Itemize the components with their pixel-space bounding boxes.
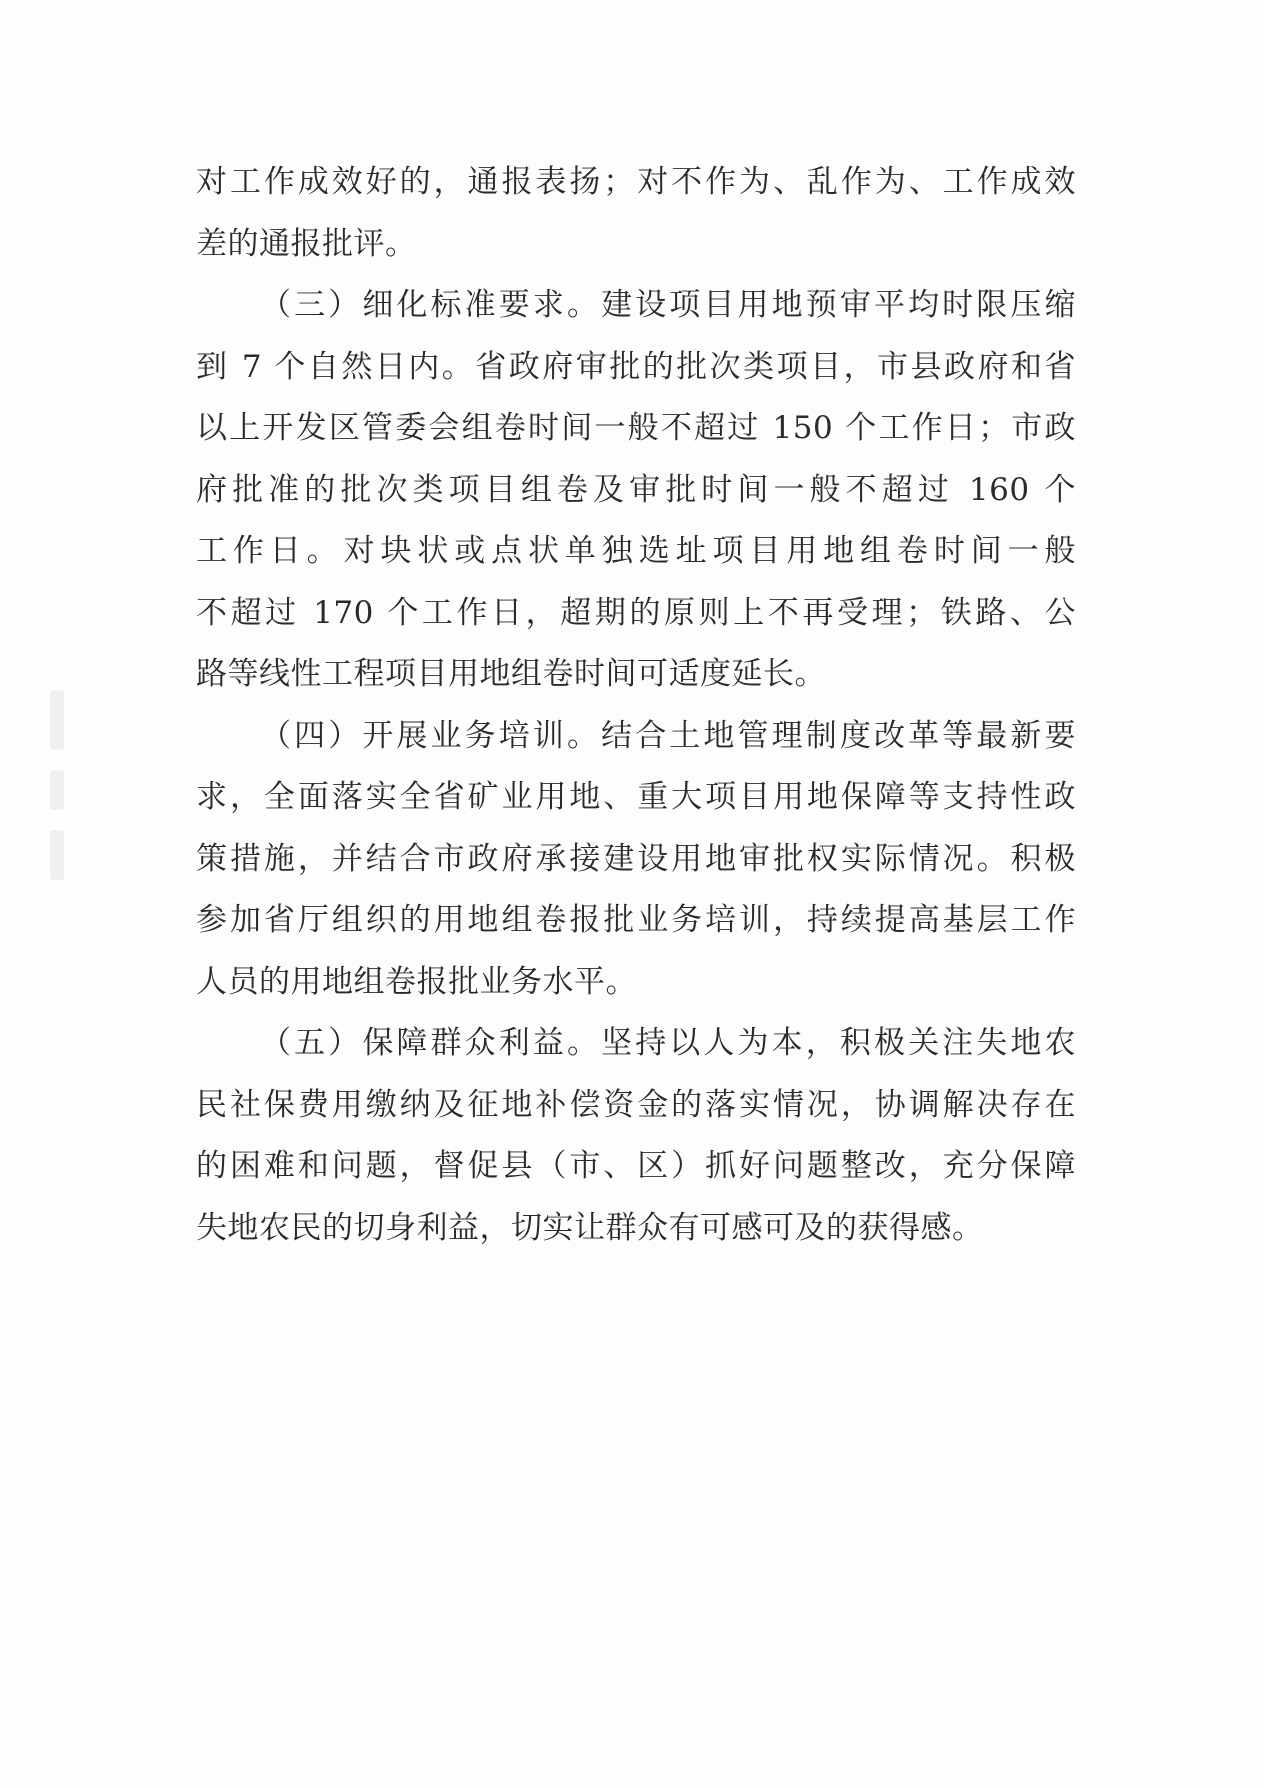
scan-margin-mark: [50, 690, 64, 750]
text-line: （四）开展业务培训。结合土地管理制度改革等最新要: [260, 717, 1076, 754]
text-line: 参加省厅组织的用地组卷报批业务培训，持续提高基层工作: [196, 902, 1076, 938]
text-line: 失地农民的切身利益，切实让群众有可感可及的获得感。: [196, 1209, 984, 1246]
paragraph-section-5: [196, 1013, 1076, 1259]
text-line: 以上开发区管委会组卷时间一般不超过 150 个工作日；市政: [196, 410, 1076, 446]
text-line: 工作日。对块状或点状单独选址项目用地组卷时间一般: [196, 533, 1076, 569]
text-line: 府批准的批次类项目组卷及审批时间一般不超过 160 个: [196, 471, 1076, 508]
scan-margin-mark: [50, 770, 64, 810]
scan-margin-mark: [50, 830, 64, 880]
text-line: 对工作成效好的，通报表扬；对不作为、乱作为、工作成效: [196, 164, 1076, 200]
text-line: 不超过 170 个工作日，超期的原则上不再受理；铁路、公: [196, 594, 1076, 631]
text-line: 策措施，并结合市政府承接建设用地审批权实际情况。积极: [196, 840, 1076, 877]
text-line: 到 7 个自然日内。省政府审批的批次类项目，市县政府和省: [196, 348, 1076, 385]
text-line: 民社保费用缴纳及征地补偿资金的落实情况，协调解决存在: [196, 1086, 1076, 1123]
text-line: 的困难和问题，督促县（市、区）抓好问题整改，充分保障: [196, 1148, 1076, 1184]
text-line: 差的通报批评。: [196, 225, 417, 262]
paragraph-section-4: [196, 706, 1076, 1014]
paragraph-section-3: [196, 275, 1076, 706]
text-line: （三）细化标准要求。建设项目用地预审平均时限压缩: [260, 287, 1076, 323]
text-line: 求，全面落实全省矿业用地、重大项目用地保障等支持性政: [196, 779, 1076, 815]
document-body: [196, 152, 1076, 1259]
paragraph-continuation: [196, 152, 1076, 275]
text-line: 路等线性工程项目用地组卷时间可适度延长。: [196, 656, 826, 692]
text-line: （五）保障群众利益。坚持以人为本，积极关注失地农: [260, 1025, 1076, 1061]
text-line: 人员的用地组卷报批业务水平。: [196, 963, 637, 1000]
